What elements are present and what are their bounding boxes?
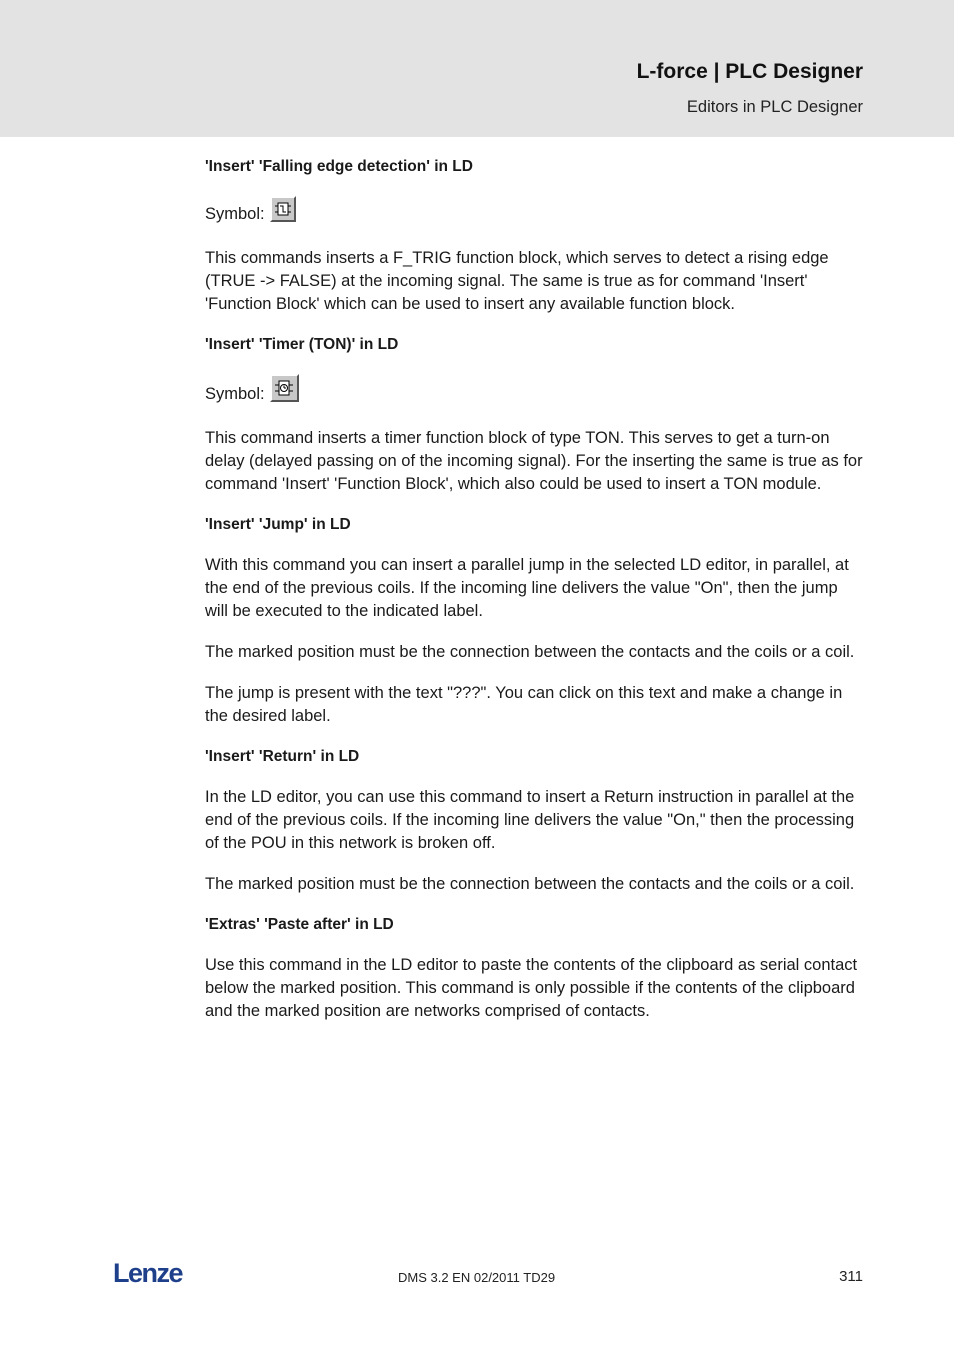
falling-edge-fb-icon bbox=[270, 196, 296, 222]
logo-text: Lenze bbox=[113, 1259, 183, 1287]
section-heading-paste-after: 'Extras' 'Paste after' in LD bbox=[205, 916, 394, 933]
paragraph: The marked position must be the connection between the contacts and the coils or a coil. bbox=[205, 875, 855, 893]
paragraph: The jump is present with the text "???". You can click on this text and make a change in the desired label. bbox=[205, 684, 843, 725]
paragraph: With this command you can insert a parallel jump in the selected LD editor, in parallel, at the end of the previous coils. If the incoming line delivers the value "On", then the jump will be executed to the indicated label. bbox=[205, 556, 849, 620]
section-heading-falling-edge: 'Insert' 'Falling edge detection' in LD bbox=[205, 158, 473, 175]
section-heading-return: 'Insert' 'Return' in LD bbox=[205, 748, 360, 765]
paragraph: The marked position must be the connection between the contacts and the coils or a coil. bbox=[205, 643, 855, 661]
footer-doc-id: DMS 3.2 EN 02/2011 TD29 bbox=[398, 1270, 556, 1285]
lenze-logo bbox=[113, 1259, 193, 1292]
symbol-label: Symbol: bbox=[205, 205, 265, 223]
page-header bbox=[0, 0, 954, 137]
paragraph: Use this command in the LD editor to paste the contents of the clipboard as serial contact below the marked position. This command is only possible if the contents of the clipboard and the marked position are networks comprised of contacts. bbox=[205, 956, 858, 1020]
main-content bbox=[205, 155, 865, 1023]
section-heading-jump: 'Insert' 'Jump' in LD bbox=[205, 516, 351, 533]
timer-fb-icon bbox=[270, 374, 299, 402]
paragraph: This commands inserts a F_TRIG function block, which serves to detect a rising edge (TRUE -> FALSE) at the incoming signal. The same is true as for command 'Insert' 'Function Block' which can be used to insert any available function block. bbox=[205, 249, 829, 313]
page-number: 311 bbox=[839, 1268, 863, 1285]
paragraph: In the LD editor, you can use this command to insert a Return instruction in parallel at the end of the previous coils. If the incoming line delivers the value "On," then the processing of the POU in this network is broken off. bbox=[205, 788, 855, 852]
symbol-label: Symbol: bbox=[205, 385, 265, 403]
paragraph: This command inserts a timer function block of type TON. This serves to get a turn-on delay (delayed passing on of the incoming signal). For the inserting the same is true as for command 'Insert' 'Function Block', which also could be used to insert a TON module. bbox=[205, 429, 863, 493]
header-subtitle: Editors in PLC Designer bbox=[686, 98, 863, 116]
section-heading-timer: 'Insert' 'Timer (TON)' in LD bbox=[205, 336, 399, 353]
symbol-row-falling-edge bbox=[205, 200, 865, 226]
header-title: L-force | PLC Designer bbox=[636, 60, 863, 83]
symbol-row-timer bbox=[205, 378, 865, 406]
